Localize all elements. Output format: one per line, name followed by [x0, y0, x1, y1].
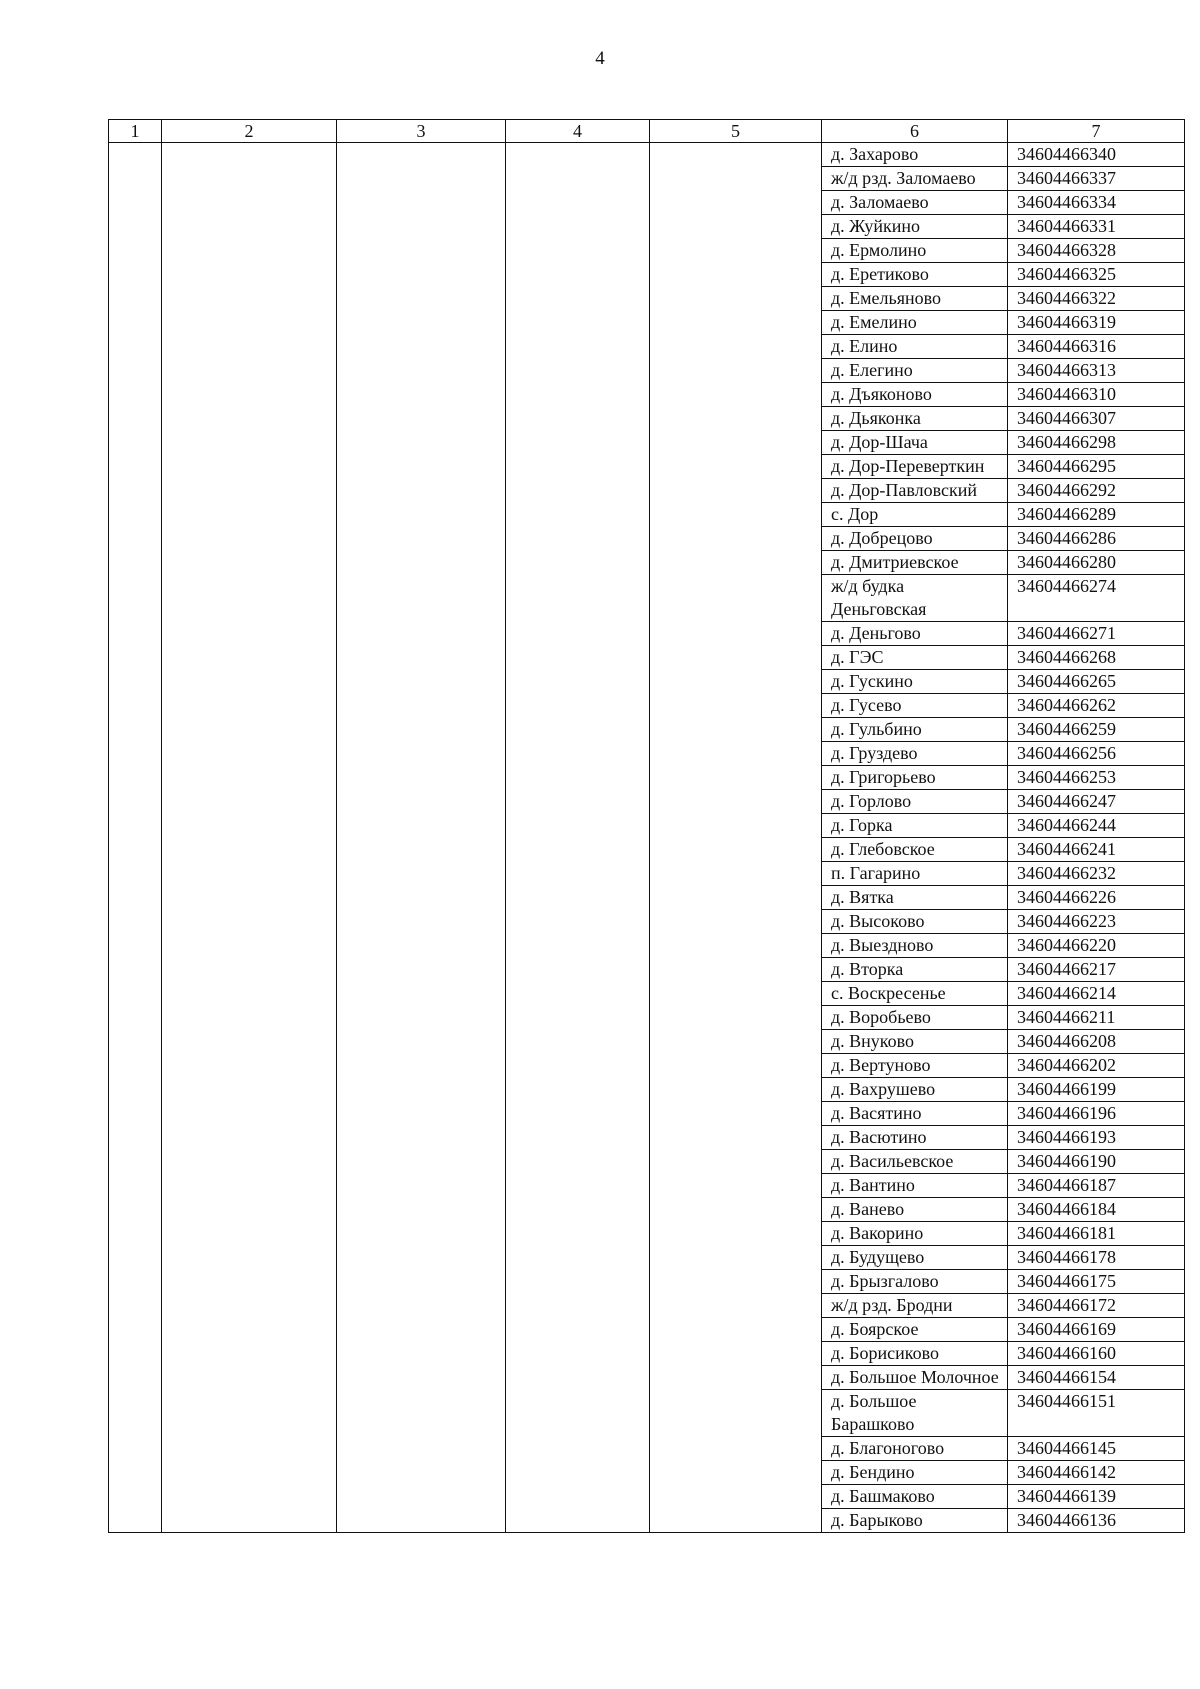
- oktmo-code-cell: 34604466295: [1008, 455, 1185, 479]
- settlement-name-cell: д. Вакорино: [822, 1222, 1008, 1246]
- oktmo-code-cell: 34604466265: [1008, 670, 1185, 694]
- oktmo-code-cell: 34604466289: [1008, 503, 1185, 527]
- settlement-name-cell: д. Вантино: [822, 1174, 1008, 1198]
- oktmo-code-cell: 34604466247: [1008, 790, 1185, 814]
- settlement-name-cell: д. Вахрушево: [822, 1078, 1008, 1102]
- oktmo-code-cell: 34604466313: [1008, 359, 1185, 383]
- table-body: [109, 143, 1185, 1533]
- oktmo-code-cell: 34604466193: [1008, 1126, 1185, 1150]
- settlement-name-cell: д. Брызгалово: [822, 1270, 1008, 1294]
- oktmo-code-cell: 34604466136: [1008, 1509, 1185, 1533]
- settlement-name-cell: д. Дор-Переверткин: [822, 455, 1008, 479]
- empty-merged-cell: [109, 143, 162, 1533]
- settlement-name-cell: д. Васильевское: [822, 1150, 1008, 1174]
- settlement-name-cell: ж/д будка Деньговская: [822, 575, 1008, 622]
- settlement-name-cell: д. Заломаево: [822, 191, 1008, 215]
- oktmo-code-cell: 34604466187: [1008, 1174, 1185, 1198]
- oktmo-code-cell: 34604466253: [1008, 766, 1185, 790]
- oktmo-code-cell: 34604466292: [1008, 479, 1185, 503]
- settlement-name-cell: д. Жуйкино: [822, 215, 1008, 239]
- settlement-name-cell: д. Гускино: [822, 670, 1008, 694]
- oktmo-code-cell: 34604466214: [1008, 982, 1185, 1006]
- settlement-name-cell: д. Григорьево: [822, 766, 1008, 790]
- header-row: [109, 120, 1185, 143]
- settlement-name-cell: д. Васютино: [822, 1126, 1008, 1150]
- settlement-name-cell: ж/д рзд. Бродни: [822, 1294, 1008, 1318]
- oktmo-code-cell: 34604466202: [1008, 1054, 1185, 1078]
- settlement-name-cell: д. Васятино: [822, 1102, 1008, 1126]
- settlement-name-cell: д. Дор-Шача: [822, 431, 1008, 455]
- settlement-name-cell: д. Емельяново: [822, 287, 1008, 311]
- settlement-name-cell: д. Ермолино: [822, 239, 1008, 263]
- settlement-name-cell: д. Горлово: [822, 790, 1008, 814]
- oktmo-code-cell: 34604466181: [1008, 1222, 1185, 1246]
- oktmo-code-cell: 34604466322: [1008, 287, 1185, 311]
- settlement-name-cell: д. Елегино: [822, 359, 1008, 383]
- settlement-name-cell: д. Ванево: [822, 1198, 1008, 1222]
- oktmo-code-cell: 34604466268: [1008, 646, 1185, 670]
- oktmo-code-cell: 34604466262: [1008, 694, 1185, 718]
- column-header: 3: [337, 120, 506, 143]
- oktmo-code-cell: 34604466259: [1008, 718, 1185, 742]
- empty-merged-cell: [650, 143, 822, 1533]
- oktmo-code-cell: 34604466307: [1008, 407, 1185, 431]
- settlement-name-cell: д. Дъяконово: [822, 383, 1008, 407]
- oktmo-code-cell: 34604466139: [1008, 1485, 1185, 1509]
- settlement-name-cell: д. Благоногово: [822, 1437, 1008, 1461]
- oktmo-code-cell: 34604466256: [1008, 742, 1185, 766]
- settlement-name-cell: д. Высоково: [822, 910, 1008, 934]
- oktmo-code-cell: 34604466286: [1008, 527, 1185, 551]
- oktmo-code-cell: 34604466319: [1008, 311, 1185, 335]
- settlement-name-cell: д. Гульбино: [822, 718, 1008, 742]
- settlement-name-cell: д. Вятка: [822, 886, 1008, 910]
- oktmo-code-cell: 34604466232: [1008, 862, 1185, 886]
- oktmo-code-cell: 34604466328: [1008, 239, 1185, 263]
- column-header: 6: [822, 120, 1008, 143]
- oktmo-code-cell: 34604466175: [1008, 1270, 1185, 1294]
- settlement-name-cell: ж/д рзд. Заломаево: [822, 167, 1008, 191]
- settlement-name-cell: с. Воскресенье: [822, 982, 1008, 1006]
- settlement-name-cell: д. Внуково: [822, 1030, 1008, 1054]
- settlement-name-cell: д. Вторка: [822, 958, 1008, 982]
- column-header: 2: [162, 120, 337, 143]
- settlement-name-cell: д. Добрецово: [822, 527, 1008, 551]
- column-header: 7: [1008, 120, 1185, 143]
- settlement-name-cell: д. Горка: [822, 814, 1008, 838]
- column-header: 1: [109, 120, 162, 143]
- settlements-table: [108, 119, 1185, 1533]
- oktmo-code-cell: 34604466154: [1008, 1366, 1185, 1390]
- settlement-name-cell: д. Дор-Павловский: [822, 479, 1008, 503]
- settlement-name-cell: д. Елино: [822, 335, 1008, 359]
- oktmo-code-cell: 34604466211: [1008, 1006, 1185, 1030]
- page-number: 4: [595, 48, 605, 69]
- oktmo-code-cell: 34604466325: [1008, 263, 1185, 287]
- settlement-name-cell: д. Будущево: [822, 1246, 1008, 1270]
- settlement-name-cell: д. Гусево: [822, 694, 1008, 718]
- oktmo-code-cell: 34604466190: [1008, 1150, 1185, 1174]
- oktmo-code-cell: 34604466316: [1008, 335, 1185, 359]
- settlement-name-cell: д. Дмитриевское: [822, 551, 1008, 575]
- settlement-name-cell: д. Груздево: [822, 742, 1008, 766]
- oktmo-code-cell: 34604466160: [1008, 1342, 1185, 1366]
- settlement-name-cell: д. Бендино: [822, 1461, 1008, 1485]
- oktmo-code-cell: 34604466298: [1008, 431, 1185, 455]
- oktmo-code-cell: 34604466217: [1008, 958, 1185, 982]
- oktmo-code-cell: 34604466145: [1008, 1437, 1185, 1461]
- settlement-name-cell: д. Вертуново: [822, 1054, 1008, 1078]
- settlement-name-cell: д. ГЭС: [822, 646, 1008, 670]
- oktmo-code-cell: 34604466208: [1008, 1030, 1185, 1054]
- oktmo-code-cell: 34604466184: [1008, 1198, 1185, 1222]
- settlement-name-cell: д. Большое Барашково: [822, 1390, 1008, 1437]
- oktmo-code-cell: 34604466271: [1008, 622, 1185, 646]
- settlement-name-cell: д. Воробьево: [822, 1006, 1008, 1030]
- oktmo-code-cell: 34604466274: [1008, 575, 1185, 622]
- oktmo-code-cell: 34604466220: [1008, 934, 1185, 958]
- oktmo-code-cell: 34604466241: [1008, 838, 1185, 862]
- oktmo-code-cell: 34604466196: [1008, 1102, 1185, 1126]
- settlement-name-cell: д. Большое Молочное: [822, 1366, 1008, 1390]
- oktmo-code-cell: 34604466331: [1008, 215, 1185, 239]
- settlement-name-cell: д. Еретиково: [822, 263, 1008, 287]
- settlement-name-cell: с. Дор: [822, 503, 1008, 527]
- column-header: 5: [650, 120, 822, 143]
- settlement-name-cell: п. Гагарино: [822, 862, 1008, 886]
- oktmo-code-cell: 34604466334: [1008, 191, 1185, 215]
- settlement-name-cell: д. Барыково: [822, 1509, 1008, 1533]
- empty-merged-cell: [337, 143, 506, 1533]
- settlement-name-cell: д. Борисиково: [822, 1342, 1008, 1366]
- oktmo-code-cell: 34604466172: [1008, 1294, 1185, 1318]
- empty-merged-cell: [162, 143, 337, 1533]
- oktmo-code-cell: 34604466223: [1008, 910, 1185, 934]
- oktmo-code-cell: 34604466337: [1008, 167, 1185, 191]
- settlement-name-cell: д. Глебовское: [822, 838, 1008, 862]
- oktmo-code-cell: 34604466199: [1008, 1078, 1185, 1102]
- settlement-name-cell: д. Боярское: [822, 1318, 1008, 1342]
- oktmo-code-cell: 34604466142: [1008, 1461, 1185, 1485]
- empty-merged-cell: [506, 143, 650, 1533]
- settlement-name-cell: д. Башмаково: [822, 1485, 1008, 1509]
- settlement-name-cell: д. Деньгово: [822, 622, 1008, 646]
- oktmo-code-cell: 34604466244: [1008, 814, 1185, 838]
- oktmo-code-cell: 34604466340: [1008, 143, 1185, 167]
- settlement-name-cell: д. Дьяконка: [822, 407, 1008, 431]
- oktmo-code-cell: 34604466280: [1008, 551, 1185, 575]
- oktmo-code-cell: 34604466169: [1008, 1318, 1185, 1342]
- oktmo-code-cell: 34604466151: [1008, 1390, 1185, 1437]
- table-row: [109, 143, 1185, 167]
- oktmo-code-cell: 34604466310: [1008, 383, 1185, 407]
- settlement-name-cell: д. Захарово: [822, 143, 1008, 167]
- settlement-name-cell: д. Емелино: [822, 311, 1008, 335]
- column-header: 4: [506, 120, 650, 143]
- oktmo-code-cell: 34604466226: [1008, 886, 1185, 910]
- settlement-name-cell: д. Выездново: [822, 934, 1008, 958]
- oktmo-code-cell: 34604466178: [1008, 1246, 1185, 1270]
